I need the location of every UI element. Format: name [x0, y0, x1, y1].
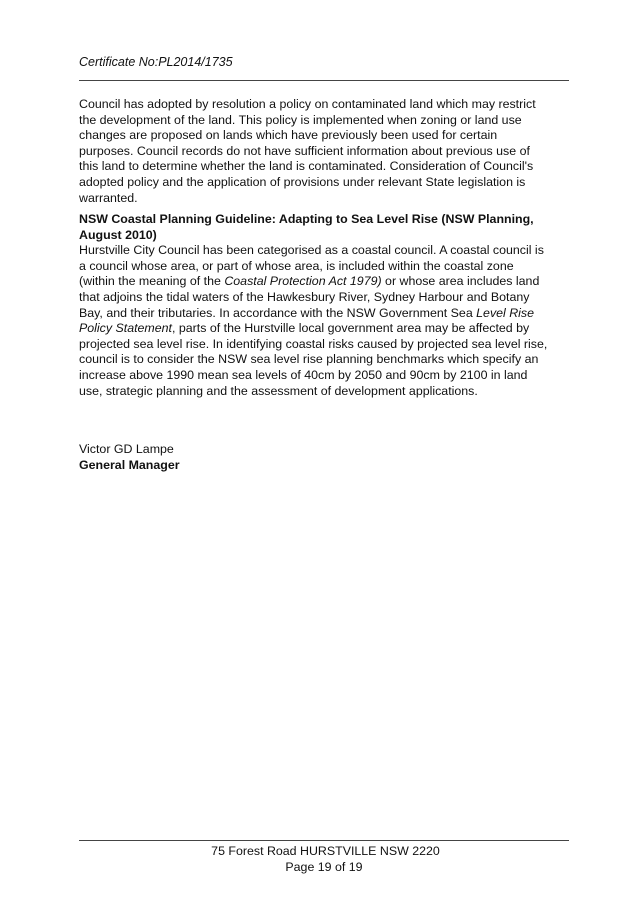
coastal-act-reference: Coastal Protection Act 1979) — [224, 274, 382, 289]
header-divider — [79, 80, 569, 81]
coastal-text-part-2: or whose area includes land that adjoins the tidal waters of the Hawkesbury River, Sydney Harbour and Botany Bay, and their tributaries. In accordance with the NSW Government Sea — [79, 274, 540, 320]
certificate-number: Certificate No:PL2014/1735 — [79, 55, 233, 69]
footer-divider — [79, 840, 569, 841]
council-address: 75 Forest Road HURSTVILLE NSW 2220 — [211, 844, 440, 858]
page-number: Page 19 of 19 — [285, 859, 363, 874]
signatory-name: Victor GD Lampe — [79, 442, 174, 456]
coastal-text-part-3: , parts of the Hurstville local government area may be affected by projected sea level rise. In identifying coastal risks caused by projected sea level rise, council is to consider the NSW sea level rise planning benchmarks which specify an increase above 1990 mean sea levels of 40cm by 2050 and 90cm by 2100 in land use, strategic planning and the assessment of development applications. — [79, 321, 548, 398]
section-heading: NSW Coastal Planning Guideline: Adapting to Sea Level Rise (NSW Planning, August 2010) — [79, 212, 534, 242]
contaminated-land-paragraph: Council has adopted by resolution a policy on contaminated land which may restrict the development of the land. This policy is implemented when zoning or land use changes are proposed on lands which have previously been used for certain purposes. Council records do not have sufficient information about previous use of this land to determine whether the land is contaminated. Consideration of Council's adopted policy and the application of provisions under relevant State legislation is warranted. — [79, 97, 536, 205]
page-footer — [79, 844, 569, 875]
signature-block — [79, 441, 180, 473]
coastal-planning-section — [79, 212, 549, 399]
policy-statement-reference: Level Rise Policy Statement — [79, 305, 535, 336]
signatory-title: General Manager — [79, 458, 180, 472]
coastal-text-part-1: Hurstville City Council has been categorised as a coastal council. A coastal council is a council whose area, or part of whose area, is included within the coastal zone (within the meaning of the — [79, 243, 544, 289]
